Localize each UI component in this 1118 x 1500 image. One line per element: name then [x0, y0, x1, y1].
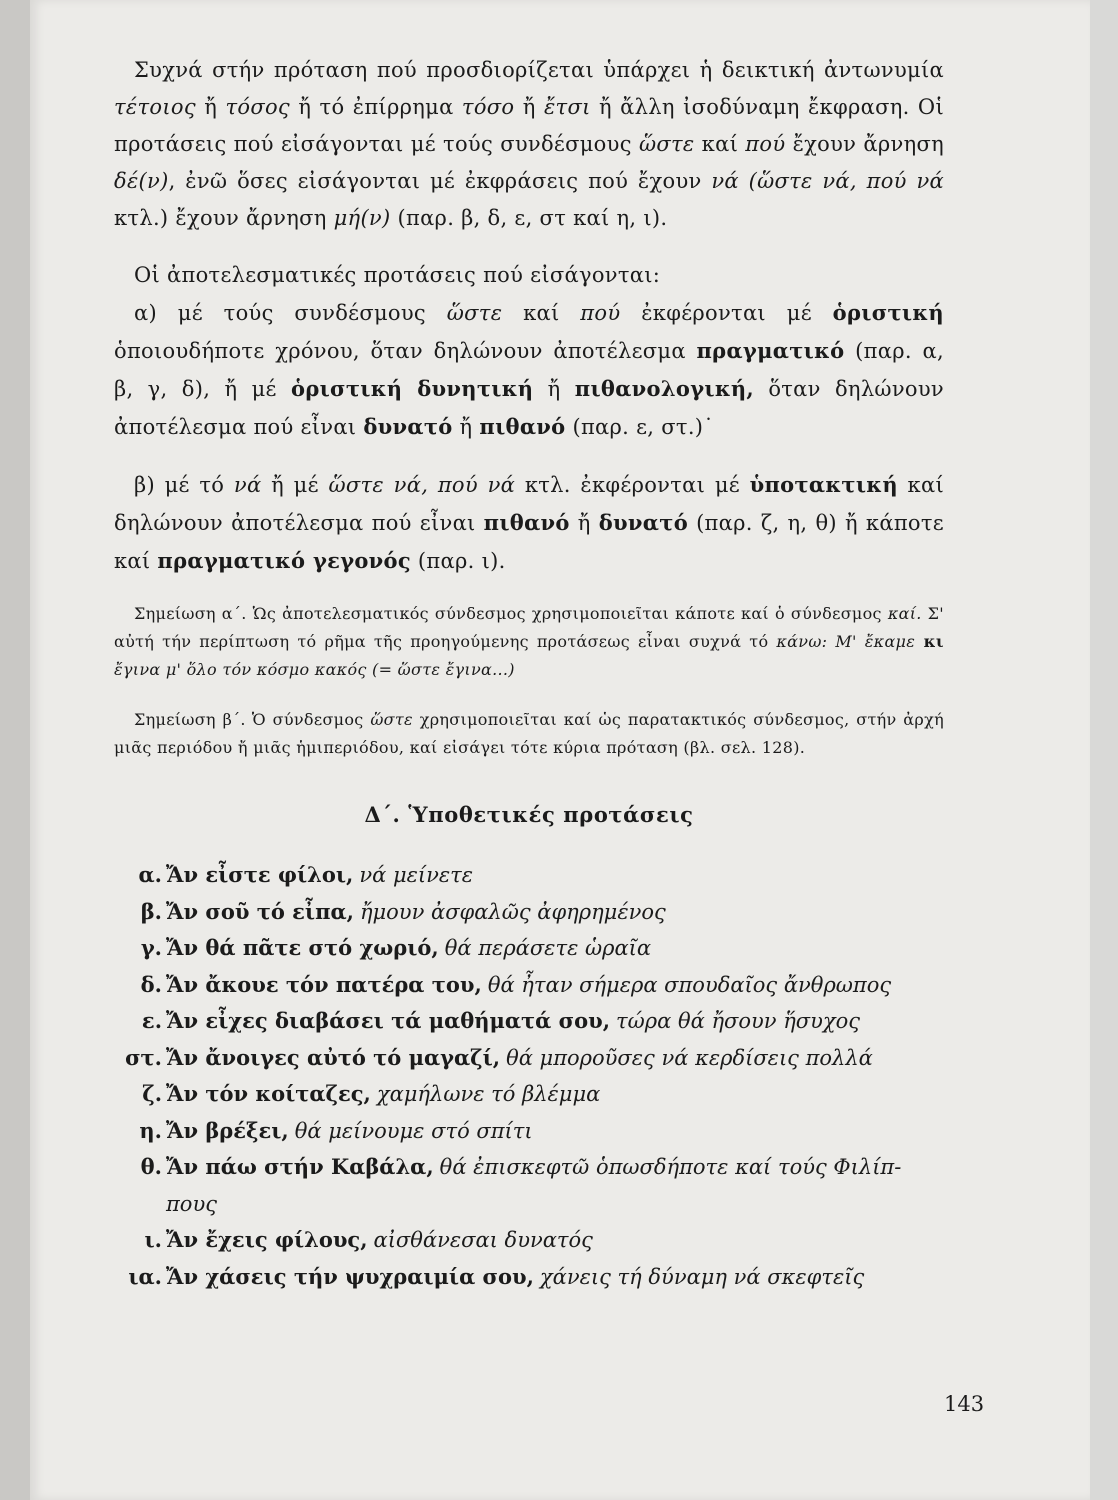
example-row: [114, 1076, 944, 1113]
example-protasis: Ἄν σοῦ τό εἶπα,: [166, 898, 354, 924]
example-row: [114, 1259, 944, 1296]
example-row: [114, 930, 944, 967]
example-protasis: Ἄν τόν κοίταζες,: [166, 1081, 371, 1106]
paragraph-3: β) μέ τό νά ἤ μέ ὥστε νά, πού νά κτλ. ἐκφέρονται μέ ὑποτακτική καί δηλώνουν ἀποτέλεσμα πού εἶναι πιθανό ἤ δυνατό (παρ. ζ, η, θ) ἤ κάποτε καί πραγματικό γεγονός (παρ. ι).: [114, 472, 944, 573]
example-protasis: Ἄν βρέξει,: [166, 1117, 289, 1143]
book-page: [30, 0, 1090, 1500]
paragraph-2: [114, 257, 944, 446]
example-protasis: Ἄν ἔχεις φίλους,: [166, 1227, 368, 1252]
example-row: [114, 1113, 944, 1150]
example-row: [114, 1040, 944, 1077]
example-label: α.: [138, 862, 162, 887]
example-apodosis: τώρα θά ἤσουν ἥσυχος: [616, 1009, 861, 1033]
example-protasis: Ἄν εἶχες διαβάσει τά μαθήματά σου,: [166, 1008, 611, 1033]
example-label: η.: [139, 1117, 162, 1143]
example-apodosis: ἤμουν ἀσφαλῶς ἀφηρημένος: [359, 899, 666, 924]
example-label: ε.: [141, 1008, 162, 1033]
section-heading: Δ΄. Ὑποθετικές προτάσεις: [364, 802, 694, 827]
example-label: γ.: [140, 935, 162, 960]
example-apodosis: θά ἦταν σήμερα σπουδαῖος ἄνθρωπος: [487, 972, 892, 997]
note-a-label: Σημείωση α΄.: [134, 604, 247, 623]
example-apodosis: νά μείνετε: [359, 863, 474, 887]
example-apodosis: θά μποροῦσες νά κερδίσεις πολλά: [506, 1045, 873, 1070]
example-row: [114, 967, 944, 1004]
example-row: [114, 857, 944, 894]
note-b-label: Σημείωση β΄.: [134, 710, 246, 729]
examples-list: [114, 857, 944, 1295]
example-apodosis: χαμήλωνε τό βλέμμα: [376, 1082, 601, 1106]
example-protasis: Ἄν ἄκουε τόν πατέρα του,: [166, 971, 482, 997]
example-protasis: Ἄν ἄνοιγες αὐτό τό μαγαζί,: [166, 1044, 501, 1070]
example-protasis: Ἄν χάσεις τήν ψυχραιμία σου,: [166, 1263, 534, 1289]
example-label: ια.: [128, 1263, 162, 1289]
example-apodosis: θά ἐπισκεφτῶ ὁπωσδήποτε καί τούς Φιλίπ-: [439, 1155, 902, 1179]
page-content: [114, 52, 944, 1295]
example-label: ζ.: [142, 1081, 162, 1106]
example-protasis: Ἄν πάω στήν Καβάλα,: [166, 1154, 434, 1179]
example-continuation: πους: [166, 1191, 217, 1216]
example-label: β.: [140, 898, 162, 924]
note-a: Σημείωση α΄. Ὡς ἀποτελεσματικός σύνδεσμος χρησιμοποιεῖται κάποτε καί ὁ σύνδεσμος καί. Σ' αὐτή τήν περίπτωση τό ρῆμα τῆς προηγούμενης προτάσεως εἶναι συχνά τό κάνω: Μ' ἔκαμε κι ἔγινα μ' ὅλο τόν κόσμο κακός (= ὥστε ἔγινα...): [114, 604, 944, 679]
example-row: [114, 1222, 944, 1259]
example-row: [114, 894, 944, 931]
paragraph-2-intro: Οἱ ἀποτελεσματικές προτάσεις πού εἰσάγονται:: [134, 263, 661, 287]
example-label: ι.: [144, 1227, 162, 1252]
example-apodosis: αἰσθάνεσαι δυνατός: [373, 1228, 593, 1252]
paragraph-1: Συχνά στήν πρόταση πού προσδιορίζεται ὑπάρχει ἡ δεικτική ἀντωνυμία τέτοιος ἤ τόσος ἤ τό ἐπίρρημα τόσο ἤ ἔτσι ἤ ἄλλη ἰσοδύναμη ἔκφραση. Οἱ προτάσεις πού εἰσάγονται μέ τούς συνδέσμους ὥστε καί πού ἔχουν ἄρνηση δέ(ν), ἐνῶ ὅσες εἰσάγονται μέ ἐκφράσεις πού ἔχουν νά (ὥστε νά, πού νά κτλ.) ἔχουν ἄρνηση μή(ν) (παρ. β, δ, ε, στ καί η, ι).: [114, 58, 945, 230]
example-protasis: Ἄν εἶστε φίλοι,: [166, 862, 354, 887]
example-label: θ.: [140, 1154, 162, 1179]
example-label: στ.: [125, 1044, 162, 1070]
page-number: 143: [944, 1392, 985, 1416]
example-apodosis: θά περάσετε ὡραῖα: [444, 936, 652, 960]
example-row: [114, 1003, 944, 1040]
note-b: Σημείωση β΄. Ὁ σύνδεσμος ὥστε χρησιμοποιεῖται καί ὡς παρατακτικός σύνδεσμος, στήν ἀρχή μιᾶς περιόδου ἤ μιᾶς ἡμιπεριόδου, καί εἰσάγει τότε κύρια πρόταση (βλ. σελ. 128).: [114, 710, 945, 757]
example-apodosis: θά μείνουμε στό σπίτι: [294, 1118, 533, 1143]
paragraph-2-item-a: α) μέ τούς συνδέσμους ὥστε καί πού ἐκφέρονται μέ ὁριστική ὁποιουδήποτε χρόνου, ὅταν δηλώνουν ἀποτέλεσμα πραγματικό (παρ. α, β, γ, δ), ἤ μέ ὁριστική δυνητική ἤ πιθανολογική, ὅταν δηλώνουν ἀποτέλεσμα πού εἶναι δυνατό ἤ πιθανό (παρ. ε, στ.)˙: [114, 300, 944, 439]
example-row: [114, 1149, 944, 1186]
book-gutter: [0, 0, 30, 1500]
example-apodosis: χάνεις τή δύναμη νά σκεφτεῖς: [539, 1264, 865, 1289]
example-protasis: Ἄν θά πᾶτε στό χωριό,: [166, 935, 439, 960]
example-label: δ.: [140, 971, 162, 997]
